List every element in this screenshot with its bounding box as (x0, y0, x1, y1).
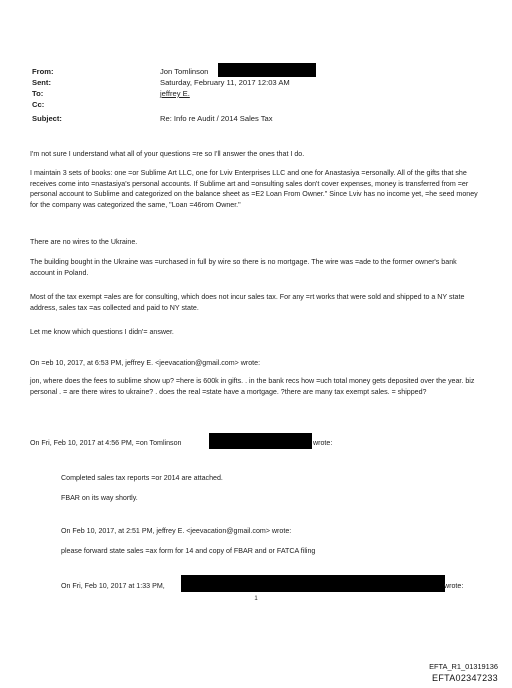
page-number: 1 (254, 596, 258, 602)
redaction-block (209, 433, 312, 449)
body-paragraph: Let me know which questions I didn'= answer. (30, 328, 174, 336)
quote-body: jon, where does the fees to sublime show up? =here is 600k in gifts. . in the bank recs how =uch total money gets deposited over the year. biz personal . = are there wires to ukraine? . does the real =state have a mortgage. ?there are many tax exempt sales. = shipped? (30, 377, 475, 396)
to-value: jeffrey E. (160, 89, 190, 98)
quote-header: On Feb 10, 2017, at 2:51 PM, jeffrey E. <jeevacation@gmail.com> wrote: (61, 527, 292, 535)
sent-label: Sent: (32, 78, 51, 87)
to-label: To: (32, 89, 44, 98)
redaction-block (181, 575, 445, 592)
bates-stamp-secondary: EFTA02347233 (432, 673, 498, 683)
bates-stamp-primary: EFTA_R1_01319136 (429, 662, 498, 671)
redaction-block (218, 63, 316, 77)
quote-body: please forward state sales =ax form for 14 and copy of FBAR and or FATCA filing (61, 547, 316, 555)
subject-label: Subject: (32, 114, 62, 123)
cc-label: Cc: (32, 100, 45, 109)
body-paragraph: I'm not sure I understand what all of your questions =re so I'll answer the ones that I do. (30, 150, 305, 158)
quote-header: On Fri, Feb 10, 2017 at 1:33 PM, (61, 582, 165, 590)
quote-header-end: wrote: (313, 439, 333, 447)
body-paragraph: Most of the tax exempt =ales are for consulting, which does not incur sales tax. For any =rt works that were sold and shipped to a NY state address, sales tax =as collected and paid to NY state. (30, 293, 465, 312)
quote-body: Completed sales tax reports =or 2014 are attached. (61, 474, 223, 482)
sent-value: Saturday, February 11, 2017 12:03 AM (160, 78, 290, 87)
from-value: Jon Tomlinson (160, 67, 209, 76)
subject-value: Re: Info re Audit / 2014 Sales Tax (160, 114, 273, 123)
quote-header: On Fri, Feb 10, 2017 at 4:56 PM, =on Tomlinson (30, 439, 182, 447)
from-label: From: (32, 67, 54, 76)
quote-body: FBAR on its way shortly. (61, 494, 138, 502)
body-paragraph: The building bought in the Ukraine was =urchased in full by wire so there is no mortgage. The wire was =ade to the former owner's bank account in Poland. (30, 258, 457, 277)
body-paragraph: There are no wires to the Ukraine. (30, 238, 138, 246)
quote-header: On =eb 10, 2017, at 6:53 PM, jeffrey E. <jeevacation@gmail.com> wrote: (30, 359, 261, 367)
body-paragraph: I maintain 3 sets of books: one =or Sublime Art LLC, one for Lviv Enterprises LLC and one for Anastasiya =ersonally. All of the gifts that she receives come into =nastasiya's personal accounts. If Sublime art and =onsulting sales don't cover expenses, money is transferred from =er personal account to Sublime and categorized on the balance sheet as =E2 Loan From Owner." Since Lviv has no income yet, =he seed money for the company was categorized the same, "Loan =46rom Owner." (30, 169, 478, 209)
quote-header-end: wrote: (444, 582, 464, 590)
